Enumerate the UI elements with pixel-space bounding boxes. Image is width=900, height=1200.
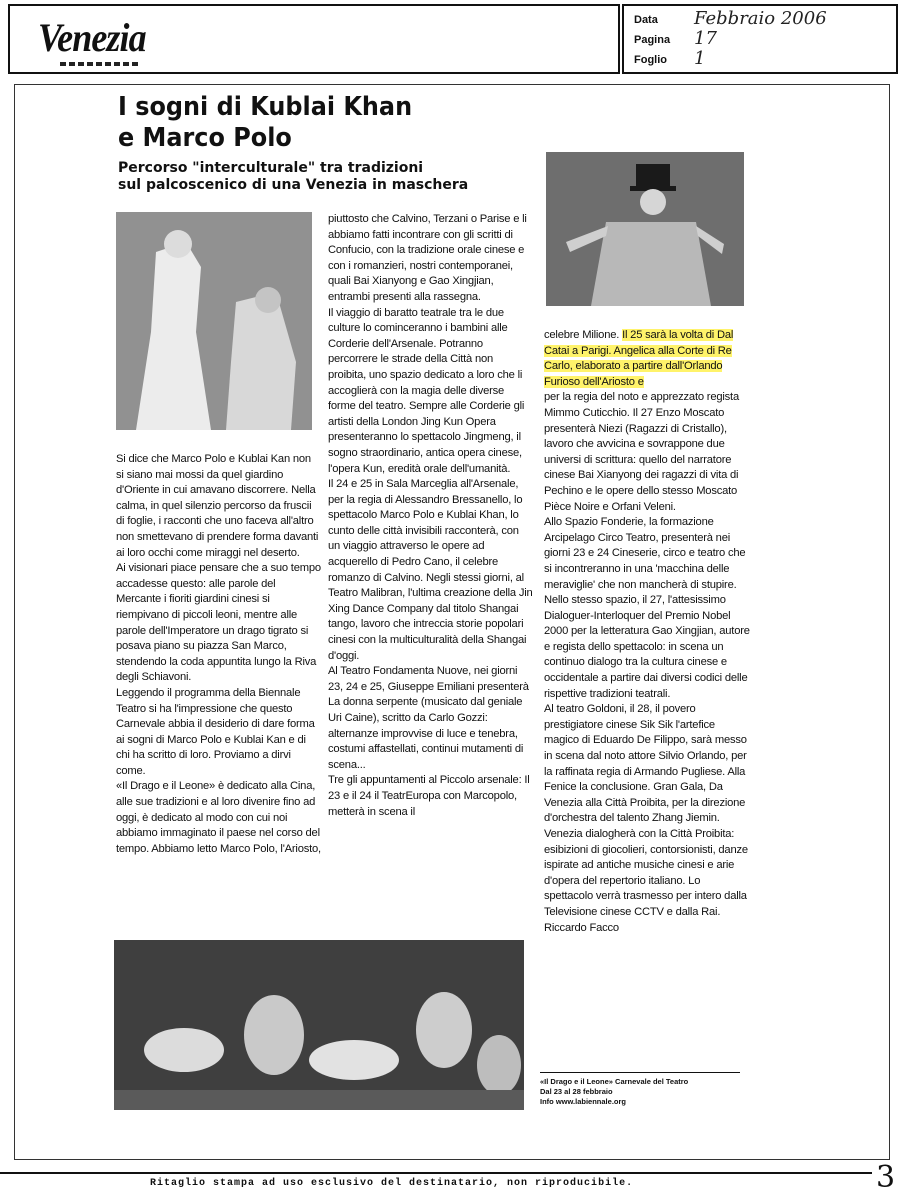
- subtitle-line-1: Percorso "interculturale" tra tradizioni: [118, 160, 424, 176]
- paragraph: Al teatro Goldoni, il 28, il povero prestigiatore cinese Sik Sik l'artefice magico di Eduardo De Filippo, sarà messo in scena dal noto attore Silvio Orlando, per la raffinata regia di Armando Pugliese. Alla Fenice la conclusione. Gran Gala, Da Venezia alla Città Proibita, per la direzione d'orchestra del talento Zhang Jiemin. Venezia dialogherà con la Città Proibita: esibizioni di giocolieri, contorsionisti, danze ispirate ad antiche musiche cinesi e arie d'opera del repertorio italiano. Lo spettacolo verrà trasmesso per intero dalla Televisione cinese CCTV e dalla Rai. Riccardo Facco: [544, 703, 748, 934]
- page-value: 17: [694, 28, 717, 49]
- photo-actor-top-hat: [546, 152, 744, 306]
- paragraph: Leggendo il programma della Biennale Teatro si ha l'impressione che questo Carnevale abbia il desiderio di dare forma ai sogni di Marco Polo e Kublai Kan e di chi ha scritto di loro. Proviamo a dirvi come.: [116, 686, 315, 777]
- date-label: Data: [634, 14, 658, 26]
- article-column-1: [116, 452, 321, 857]
- paragraph: Al Teatro Fondamenta Nuove, nei giorni 23, 24 e 25, Giuseppe Emiliani presenterà La donna serpente (musicato dal geniale Uri Caine), scritto da Carlo Gozzi: alternanze improvvise di luce e tenebra, costumi affastellati, continui mutamenti di scena...: [328, 665, 529, 771]
- article-column-3: [544, 328, 751, 936]
- paragraph: «Il Drago e il Leone» è dedicato alla Cina, alle sue tradizioni e al loro divenire fino ad oggi, è dedicato al modo con cui noi abbiamo immaginato il paese nel corso del tempo. Abbiamo letto Marco Polo, l'Ariosto,: [116, 780, 321, 855]
- sheet-value: 1: [694, 48, 706, 69]
- paragraph: Il viaggio di baratto teatrale tra le due culture lo cominceranno i bambini alle Corderie dell'Arsenale. Potranno percorrere le strade della Città non proibita, uno spazio dedicato a loro che li accoglierà con la magia delle diverse forme del teatro. Sempre alle Corderie gli artisti della London Jing Kun Opera presenteranno lo spettacolo Jingmeng, il sogno straordinario, antica opera cinese, l'opera Kun, eredità orale dell'umanità.: [328, 306, 525, 475]
- paragraph: piuttosto che Calvino, Terzani o Parise e li abbiamo fatti incontrare con gli scritti di Confucio, con la tradizione orale cinese e con i romanzieri, nostri contemporanei, quali Bai Xianyong e Gao Xingjian, entrambi presenti alla rassegna.: [328, 213, 527, 303]
- page-number: 3: [876, 1160, 896, 1195]
- masthead-logo: Venezia: [38, 15, 146, 60]
- page-label: Pagina: [634, 34, 671, 46]
- paragraph: Ai visionari piace pensare che a suo tempo accadesse questo: alle parole del Mercante i fioriti giardini cinesi si riempivano di piccoli leoni, mentre alle parole dell'Imperatore un drago tigrato si posava piano su piazza San Marco, stendendo la coda appuntita lungo la Riva degli Schiavoni.: [116, 562, 321, 684]
- footer-divider: [0, 1172, 872, 1174]
- paragraph: Tre gli appuntamenti al Piccolo arsenale: Il 23 e il 24 il TeatrEuropa con Marcopolo, metterà in scena il: [328, 774, 530, 818]
- highlight-prefix: celebre Milione.: [544, 329, 620, 341]
- clipping-header: [8, 4, 898, 76]
- subtitle-line-2: sul palcoscenico di una Venezia in maschera: [118, 177, 469, 193]
- event-dates: Dal 23 al 28 febbraio: [540, 1087, 613, 1096]
- paragraph: Il 24 e 25 in Sala Marceglia all'Arsenale, per la regia di Alessandro Bressanello, lo spettacolo Marco Polo e Kublai Khan, lo cunto delle città invisibili racconterà, con un viaggio attraverso le opere ad acquerello di Pedro Cano, il celebre romanzo di Calvino. Negli stessi giorni, al Teatro Malibran, l'ultima creazione della Jin Xing Dance Company dal titolo Shangai tango, lavoro che intreccia storie popolari cinesi con la multiculturalità della Shangai d'oggi.: [328, 478, 533, 662]
- paragraph: per la regia del noto e apprezzato regista Mimmo Cuticchio. Il 27 Enzo Moscato presenterà Niezi (Ragazzi di Cristallo), lavoro che avvicina e sovrappone due universi di scrittura: quello del narratore cinese Bai Xianyong dei ragazzi di vita di Pechino e le opere dello stesso Moscato Pièce Noire e Orfani Veleni.: [544, 391, 739, 513]
- title-line-1: I sogni di Kublai Khan: [118, 92, 413, 122]
- paragraph: Si dice che Marco Polo e Kublai Kan non si siano mai mossi da quel giardino d'Oriente in cui amavano discorrere. Nella calma, in quel silenzio percorso da fruscii di foglie, i racconti che uno faceva all'altro non smettevano di prendere forma davanti ai loro occhi come miraggi nel deserto.: [116, 453, 319, 559]
- article-column-2: [328, 212, 533, 820]
- masthead-box: [8, 4, 620, 74]
- sheet-label: Foglio: [634, 54, 667, 66]
- photo-dancers: [114, 940, 524, 1110]
- highlighted-paragraph: [544, 328, 751, 390]
- reproduction-notice: Ritaglio stampa ad uso esclusivo del destinatario, non riproducibile.: [150, 1178, 634, 1189]
- article-subtitle: [118, 160, 518, 194]
- event-info-box: [540, 1072, 740, 1107]
- event-website: Info www.labiennale.org: [540, 1097, 626, 1106]
- date-value: Febbraio 2006: [694, 8, 827, 29]
- article-title: [118, 92, 504, 154]
- highlighted-text: Il 25 sarà la volta di Dal Catai a Parigi. Angelica alla Corte di Re Carlo, elaborato a partire dall'Orlando Furioso dell'Ariosto e: [544, 329, 734, 388]
- photo-performers-costume: [116, 212, 312, 430]
- event-title: «Il Drago e il Leone» Carnevale del Teatro: [540, 1077, 689, 1086]
- title-line-2: e Marco Polo: [118, 123, 292, 153]
- paragraph: Allo Spazio Fonderie, la formazione Arcipelago Circo Teatro, presenterà nei giorni 23 e 24 Cineserie, circo e teatro che si incontreranno in una 'macchina delle meraviglie' che non mancherà di stupire. Nello stesso spazio, il 27, l'attesissimo Dialoguer-Interloquer del Premio Nobel 2000 per la letteratura Gao Xingjian, autore e regista dello spettacolo: in scena un continuo dialogo tra la cultura cinese e occidentale a partire dai diversi codici delle rispettive tradizioni teatrali.: [544, 516, 750, 700]
- masthead-underline: [60, 62, 138, 66]
- clipping-meta-box: [622, 4, 898, 74]
